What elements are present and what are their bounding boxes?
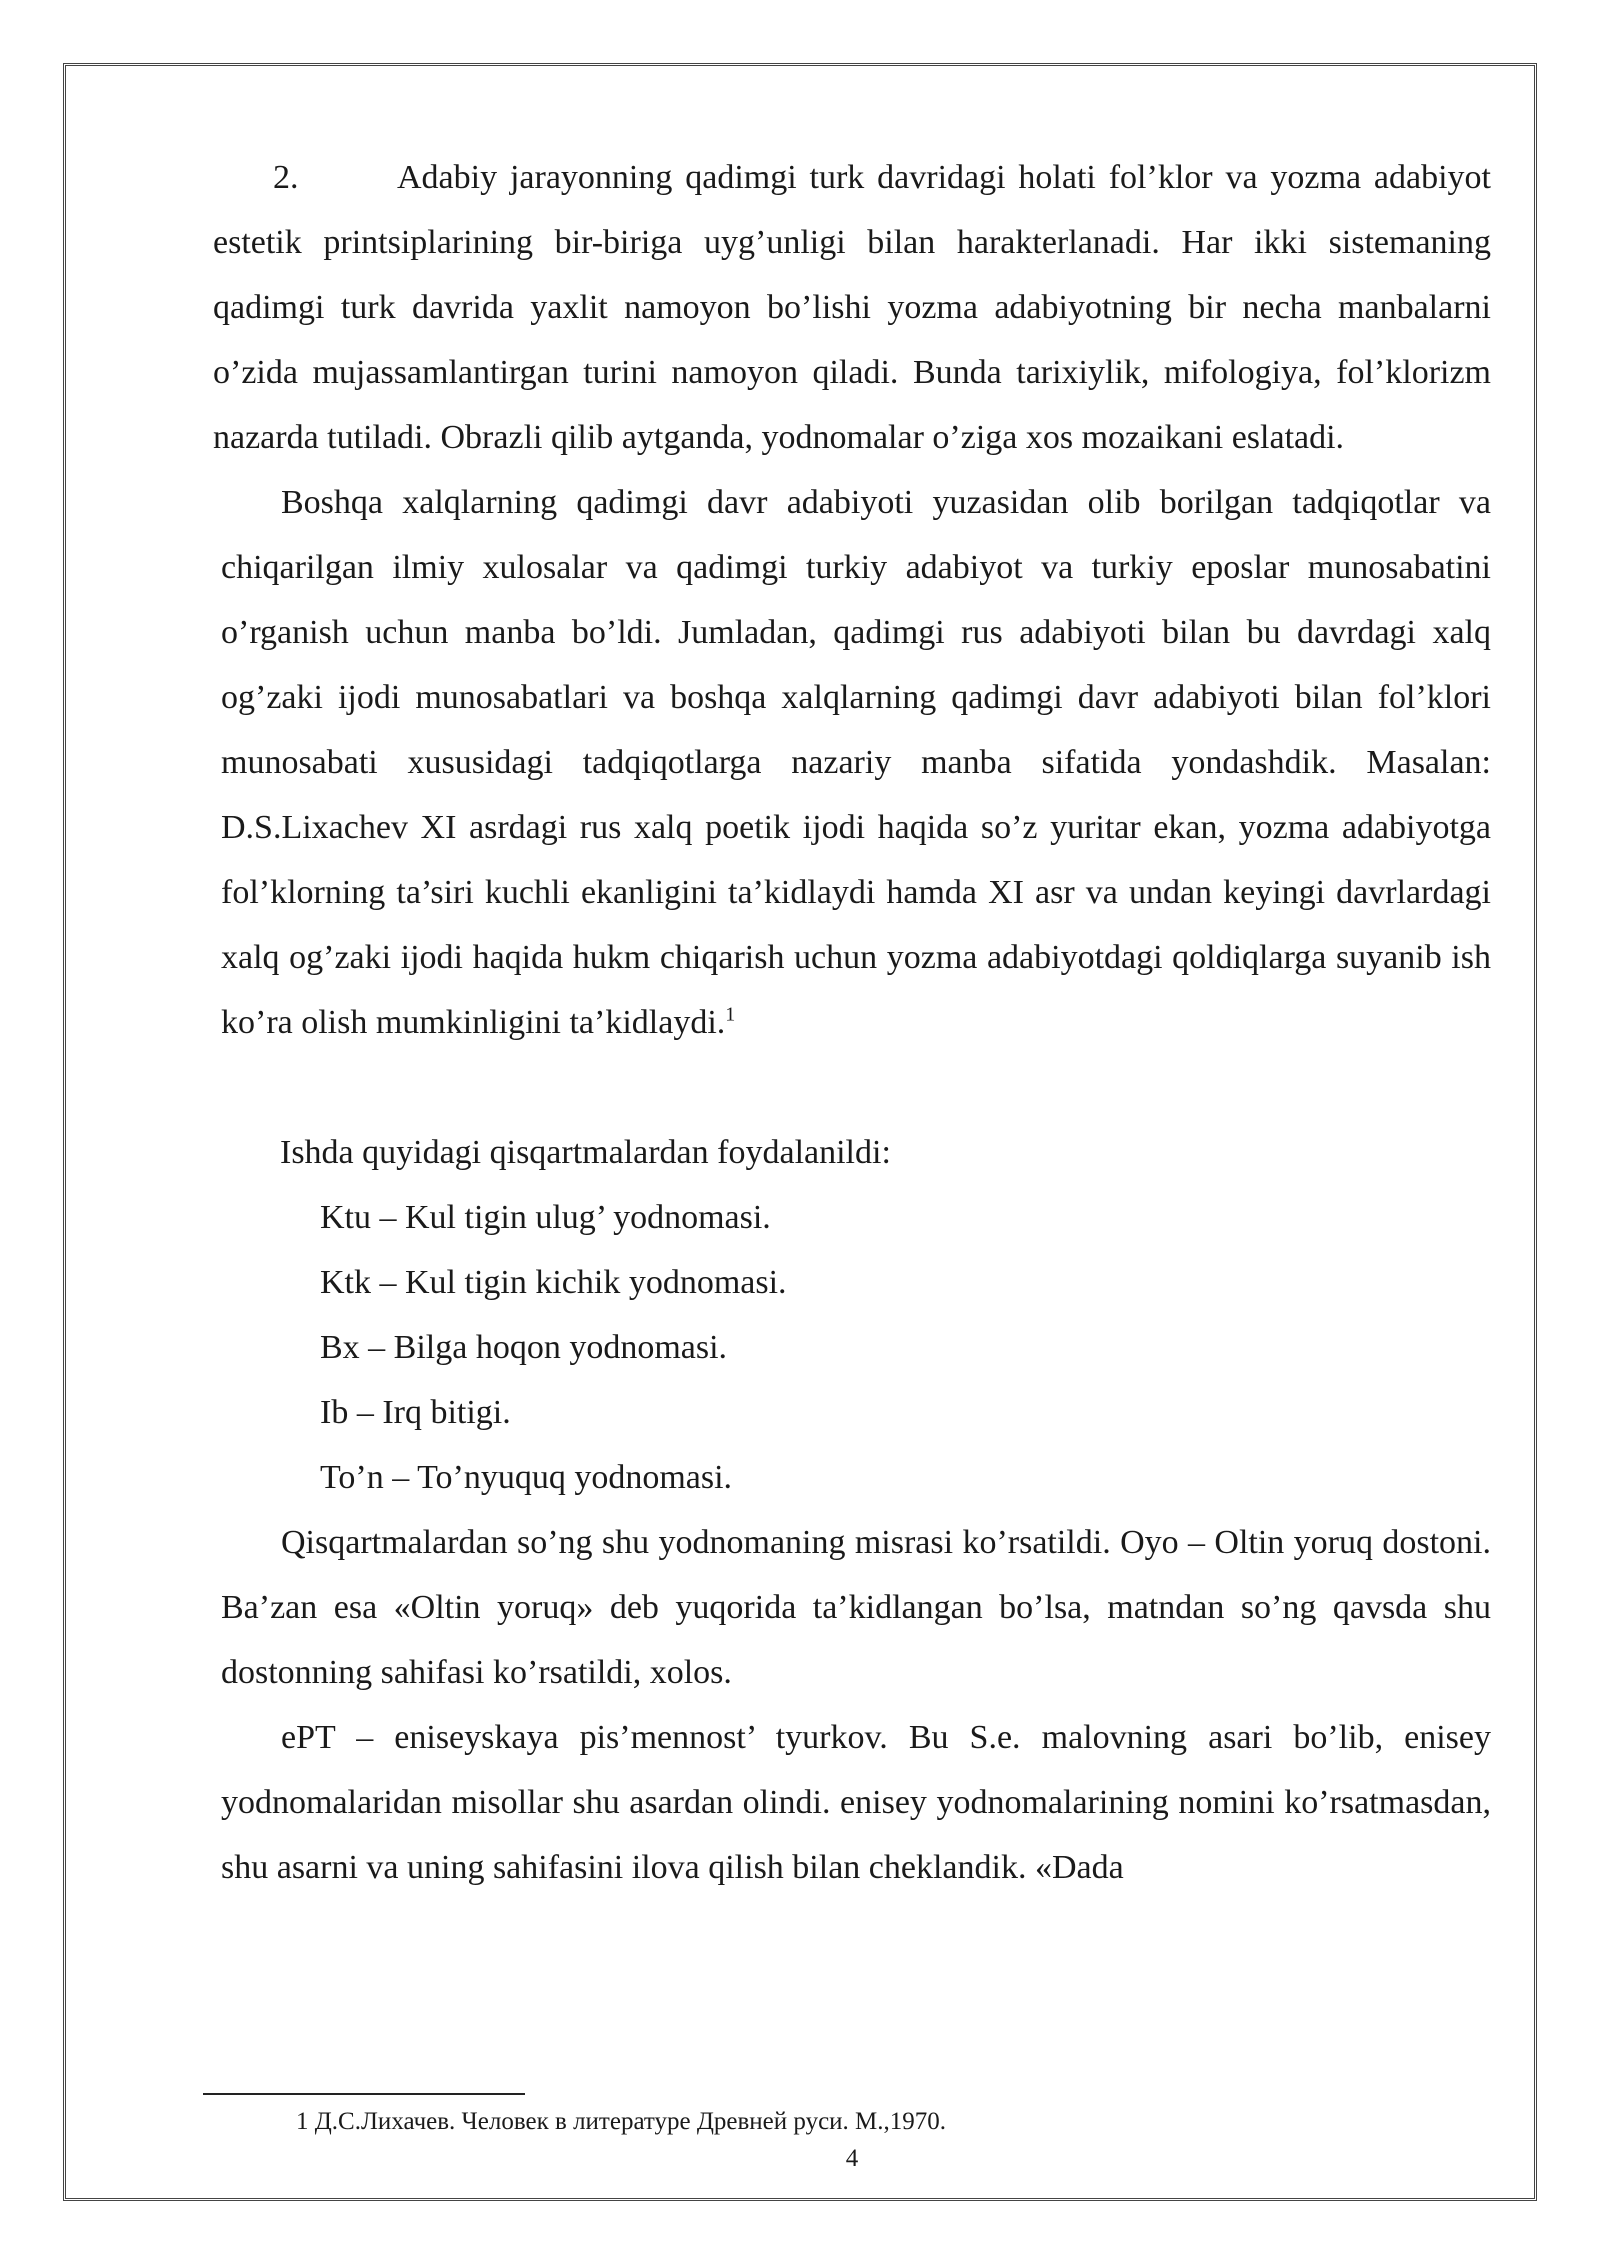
document-body xyxy=(213,145,1491,1900)
abbreviations-list xyxy=(213,1185,1491,1510)
paragraph-literature-review xyxy=(213,470,1491,1055)
paragraph-ept-source: ePT – eniseyskaya pis’mennost’ tyurkov. Bu S.e. malovning asari bo’lib, enisey yodnomalaridan misollar shu asardan olindi. enisey yodnomalarining nomini ko’rsatmasdan, shu asarni va uning sahifasini ilova qilish bilan cheklandik. «Dada xyxy=(221,1719,1491,1886)
abbreviation-item: Bx – Bilga hoqon yodnomasi. xyxy=(320,1329,728,1366)
blank-line xyxy=(213,1055,1491,1120)
paragraph-number: 2. xyxy=(273,159,299,196)
footnote: 1 Д.С.Лихачев. Человек в литературе Древней руси. М.,1970. xyxy=(296,2108,947,2135)
footnote-separator xyxy=(203,2093,525,2095)
abbreviation-item: Ib – Irq bitigi. xyxy=(320,1394,511,1431)
footnote-reference[interactable]: 1 xyxy=(725,1003,736,1026)
paragraph-abbreviation-notes: Qisqartmalardan so’ng shu yodnomaning misrasi ko’rsatildi. Oyo – Oltin yoruq dostoni. Ba’zan esa «Oltin yoruq» deb yuqorida ta’kidlangan bo’lsa, matndan so’ng qavsda shu dostonning sahifasi ko’rsatildi, xolos. xyxy=(221,1524,1491,1691)
abbreviation-item: Ktk – Kul tigin kichik yodnomasi. xyxy=(320,1264,787,1301)
page-number-container xyxy=(0,2143,1600,2175)
paragraph-numbered xyxy=(213,145,1491,470)
page-number: 4 xyxy=(845,2145,859,2172)
paragraph-text: Boshqa xalqlarning qadimgi davr adabiyoti yuzasidan olib borilgan tadqiqotlar va chiqarilgan ilmiy xulosalar va qadimgi turkiy adabiyot va turkiy eposlar munosabatini o’rganish uchun manba bo’ldi. Jumladan, qadimgi rus adabiyoti bilan bu davrdagi xalq og’zaki ijodi munosabatlari va boshqa xalqlarning qadimgi davr adabiyoti bilan fol’klori munosabati xususidagi tadqiqotlarga nazariy manba sifatida yondashdik. Masalan: D.S.Lixachev XI asrdagi rus xalq poetik ijodi haqida so’z yuritar ekan, yozma adabiyotga fol’klorning ta’siri kuchli ekanligini ta’kidlaydi hamda XI asr va undan keyingi davrlardagi xalq og’zaki ijodi haqida hukm chiqarish uchun yozma adabiyotdagi qoldiqlarga suyanib ish ko’ra olish mumkinligini ta’kidlaydi. xyxy=(221,484,1491,1041)
paragraph-text: Adabiy jarayonning qadimgi turk davridagi holati fol’klor va yozma adabiyot estetik printsiplarining bir-biriga uyg’unligi bilan harakterlanadi. Har ikki sistemaning qadimgi turk davrida yaxlit namoyon bo’lishi yozma adabiyotning bir necha manbalarni o’zida mujassamlantirgan turini namoyon qiladi. Bunda tarixiylik, mifologiya, fol’klorizm nazarda tutiladi. Obrazli qilib aytganda, yodnomalar o’ziga xos mozaikani eslatadi. xyxy=(213,159,1491,456)
abbreviations-intro: Ishda quyidagi qisqartmalardan foydalanildi: xyxy=(280,1134,891,1171)
abbreviation-item: Ktu – Kul tigin ulug’ yodnomasi. xyxy=(320,1199,771,1236)
abbreviation-item: To’n – To’nyuquq yodnomasi. xyxy=(320,1459,733,1496)
